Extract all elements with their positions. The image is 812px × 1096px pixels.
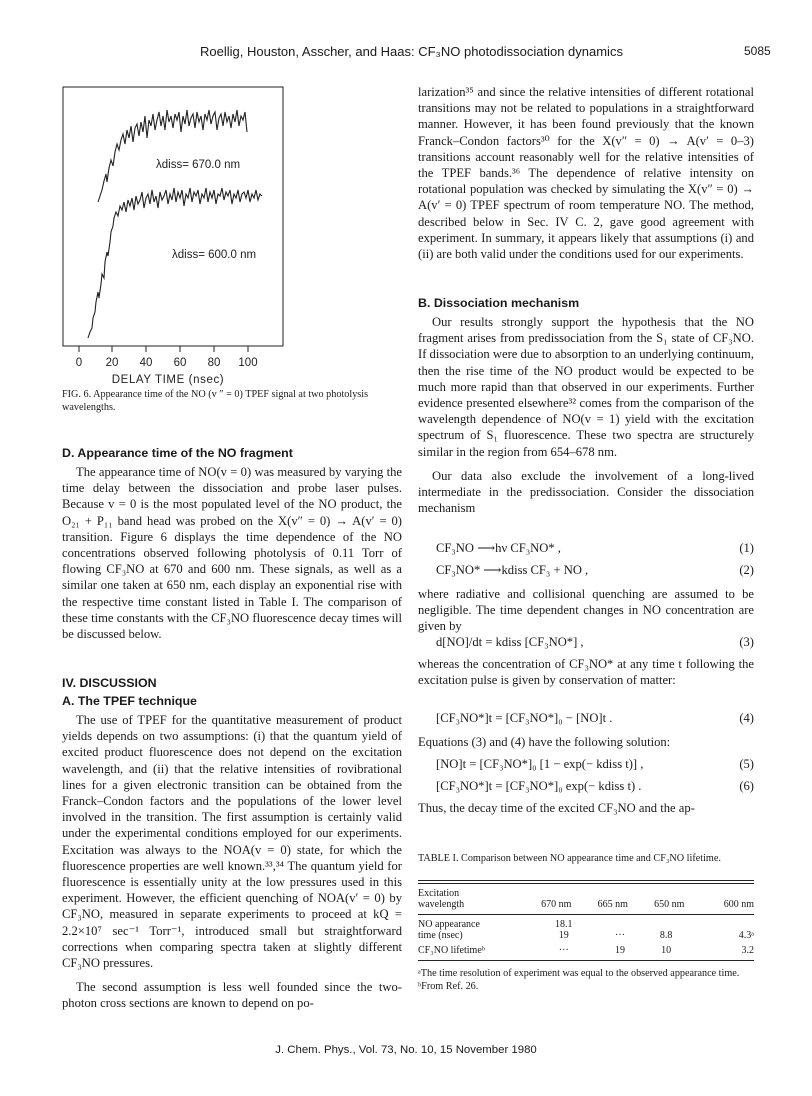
paragraph: whereas the concentration of CF₃NO* at any time t following the excitation pulse is given by conservation of matter: <box>418 657 754 688</box>
x-axis-label: DELAY TIME (nsec) <box>111 374 225 386</box>
left-column-bottom <box>62 712 402 1012</box>
section-heading-b: B. Dissociation mechanism <box>418 296 580 310</box>
table-header-cell: 600 nm <box>723 899 754 910</box>
equation-number: (5) <box>739 757 754 771</box>
paragraph: where radiative and collisional quenching are assumed to be negligible. The time dependent changes in NO concentration are given by <box>418 587 754 634</box>
table-header-cell: 665 nm <box>597 899 628 910</box>
equation-3 <box>436 634 754 650</box>
equation-text: [CF₃NO*]t = [CF₃NO*]₀ exp(− kdiss t) . <box>436 779 642 793</box>
paragraph: Thus, the decay time of the excited CF₃NO and the ap- <box>418 801 695 815</box>
table-cell: CF₃NO lifetimeᵇ <box>418 945 485 956</box>
x-tick-labels <box>76 357 258 369</box>
page-number: 5085 <box>744 44 771 58</box>
equation-number: (2) <box>739 563 754 577</box>
table-1 <box>418 880 754 994</box>
paragraph: larization³⁵ and since the relative intensities of different rotational transitions may not be related to populations in a straightforward manner. However, it has been found previously that the known Franck–Condon factors³⁰ for the X(v″ = 0) → A(v′ = 0–3) transitions account reasonably well for the relative intensities of the TPEF bands.³⁶ The dependence of relative intensity on rotational population was checked by simulating the X(v″ = 0) → A(v′ = 0) TPEF spectrum of room temperature NO. The method, described below in Sec. IV C. 2, gave good agreement with experiment. In summary, it appears likely that assumptions (i) and (ii) are both valid under the conditions used for our experiments. <box>418 85 754 262</box>
trace-600nm <box>88 188 262 338</box>
table-cell: 19 <box>558 930 569 941</box>
x-tick-label: 40 <box>139 357 153 369</box>
figure-plot <box>62 86 284 386</box>
x-tick-label: 60 <box>173 357 187 369</box>
table-header-row <box>418 888 754 910</box>
trace-670nm <box>98 110 247 202</box>
table-cell: ··· <box>615 930 626 941</box>
equation-text: [CF₃NO*]t = [CF₃NO*]₀ − [NO]t . <box>436 711 613 725</box>
equation-number: (3) <box>739 635 754 649</box>
table-cell: NO appearance <box>418 919 480 930</box>
x-tick-label: 80 <box>207 357 221 369</box>
right-column-para <box>418 586 754 635</box>
paragraph: The second assumption is less well founded since the two-photon cross sections are known to depend on po- <box>62 980 402 1011</box>
table-header-cell: 670 nm <box>541 899 572 910</box>
table-row <box>418 941 754 956</box>
x-tick-label: 100 <box>238 357 258 369</box>
x-tick-label: 20 <box>105 357 119 369</box>
paragraph: Equations (3) and (4) have the following solution: <box>418 735 671 749</box>
paragraph: The appearance time of NO(v = 0) was measured by varying the time delay between the dissociation and probe laser pulses. Because v = 0 is the most populated level of the NO product, the O₂₁ + P₁₁ band head was probed on the X(v″ = 0) → A(v′ = 0) transition. Figure 6 displays the time dependence of the NO concentrations observed following photolysis of 0.11 Torr of flowing CF₃NO at 670 and 600 nm. These signals, as well as a similar one taken at 650 nm, each display an exponential rise with the respective time constant listed in Table I. The comparison of these time constants with the CF₃NO fluorescence decay times will be discussed below. <box>62 465 402 642</box>
table-body <box>418 888 754 910</box>
table-footnote-b: ᵇFrom Ref. 26. <box>418 981 479 993</box>
equation-2 <box>436 562 754 578</box>
right-column-para <box>418 656 754 688</box>
equation-1 <box>436 540 754 556</box>
x-axis-ticks <box>79 346 248 352</box>
section-heading-d: D. Appearance time of the NO fragment <box>62 446 293 460</box>
table-cell: time (nsec) <box>418 930 463 941</box>
equation-number: (6) <box>739 779 754 793</box>
table-cell: 19 <box>615 945 626 956</box>
equation-6 <box>436 778 754 794</box>
equation-number: (4) <box>739 711 754 725</box>
table-cell: 10 <box>661 945 672 956</box>
equation-text: CF₃NO ⟶hν CF₃NO* , <box>436 541 561 555</box>
right-column-top <box>418 84 754 262</box>
table-cell: 18.1 <box>555 919 573 930</box>
table-header-cell: wavelength <box>418 899 465 910</box>
paragraph: The use of TPEF for the quantitative measurement of product yields depends on two assumptions: (i) that the quantum yield of excited product fluorescence does not depend on the excitation wavelength, and (ii) that the relative intensities of rovibrational lines for a given electronic transition can be obtained from the Franck–Condon factors and the populations of the lower level involved in the transition. The first assumption is certainly valid under the experimental conditions employed for our experiments. Excitation was always to the NOA(v = 0) state, for which the fluorescence properties are well known.³³,³⁴ The quantum yield for fluorescence is essentially unity at the low pressures used in this experiment. However, the efficient quenching of NOA(v′ = 0) by CF₃NO, measured in separate experiments to proceed at kQ = 2.2×10⁷ sec⁻¹ Torr⁻¹, introduced small but straightforward corrections when comparing spectra taken at slightly different CF₃NO pressures. <box>62 713 402 971</box>
table-cell: 8.8 <box>659 930 673 941</box>
journal-footer: J. Chem. Phys., Vol. 73, No. 10, 15 November 1980 <box>275 1044 537 1056</box>
equation-number: (1) <box>739 541 754 555</box>
equation-text: d[NO]/dt = kdiss [CF₃NO*] , <box>436 635 584 649</box>
paragraph: Our results strongly support the hypothesis that the NO fragment arises from predissociation from the S₁ state of CF₃NO. If dissociation were due to absorption to an underlying continuum, then the rise time of the NO product would be expected to be much more rapid than that observed in our experiments. Further evidence presented elsewhere³² comes from the comparison of the wavelength dependence of NO(v = 1) yield with the excitation spectrum of S₁ fluorescence. These two spectra are structurely similar in the region from 654–678 nm. <box>418 315 754 459</box>
section-heading-a: A. The TPEF technique <box>62 694 197 708</box>
table-cell: 3.2 <box>741 945 754 956</box>
figure-6 <box>62 86 284 386</box>
table-cell: 4.3ᵃ <box>738 930 754 941</box>
right-column-para <box>418 734 754 750</box>
running-title: Roellig, Houston, Asscher, and Haas: CF₃NO photodissociation dynamics <box>200 44 623 59</box>
section-heading-iv: IV. DISCUSSION <box>62 676 157 690</box>
figure-caption: FIG. 6. Appearance time of the NO (v ″ = 0) TPEF signal at two photolysis wavelengths. <box>62 389 369 414</box>
right-column-mid <box>418 314 754 516</box>
label-600nm: λdiss= 600.0 nm <box>172 249 257 261</box>
table-caption: TABLE I. Comparison between NO appearance time and CF₃NO lifetime. <box>418 853 721 864</box>
x-tick-label: 0 <box>75 357 83 369</box>
table-data <box>418 919 754 956</box>
equation-text: CF₃NO* ⟶kdiss CF₃ + NO , <box>436 563 589 577</box>
table-cell: ··· <box>558 945 569 956</box>
equation-text: [NO]t = [CF₃NO*]₀ [1 − exp(− kdiss t)] , <box>436 757 644 771</box>
label-670nm: λdiss= 670.0 nm <box>156 159 241 171</box>
paragraph: Our data also exclude the involvement of a long-lived intermediate in the predissociation. Consider the dissociation mechanism <box>418 468 754 516</box>
equation-5 <box>436 756 754 772</box>
table-header-cell: Excitation <box>418 888 460 899</box>
left-column-top <box>62 464 402 642</box>
table-row <box>418 919 754 941</box>
right-column-para <box>418 800 754 816</box>
table-header-cell: 650 nm <box>654 899 685 910</box>
table-footnote-a: ᵃThe time resolution of experiment was equal to the observed appearance time. <box>418 968 740 979</box>
equation-4 <box>436 710 754 726</box>
